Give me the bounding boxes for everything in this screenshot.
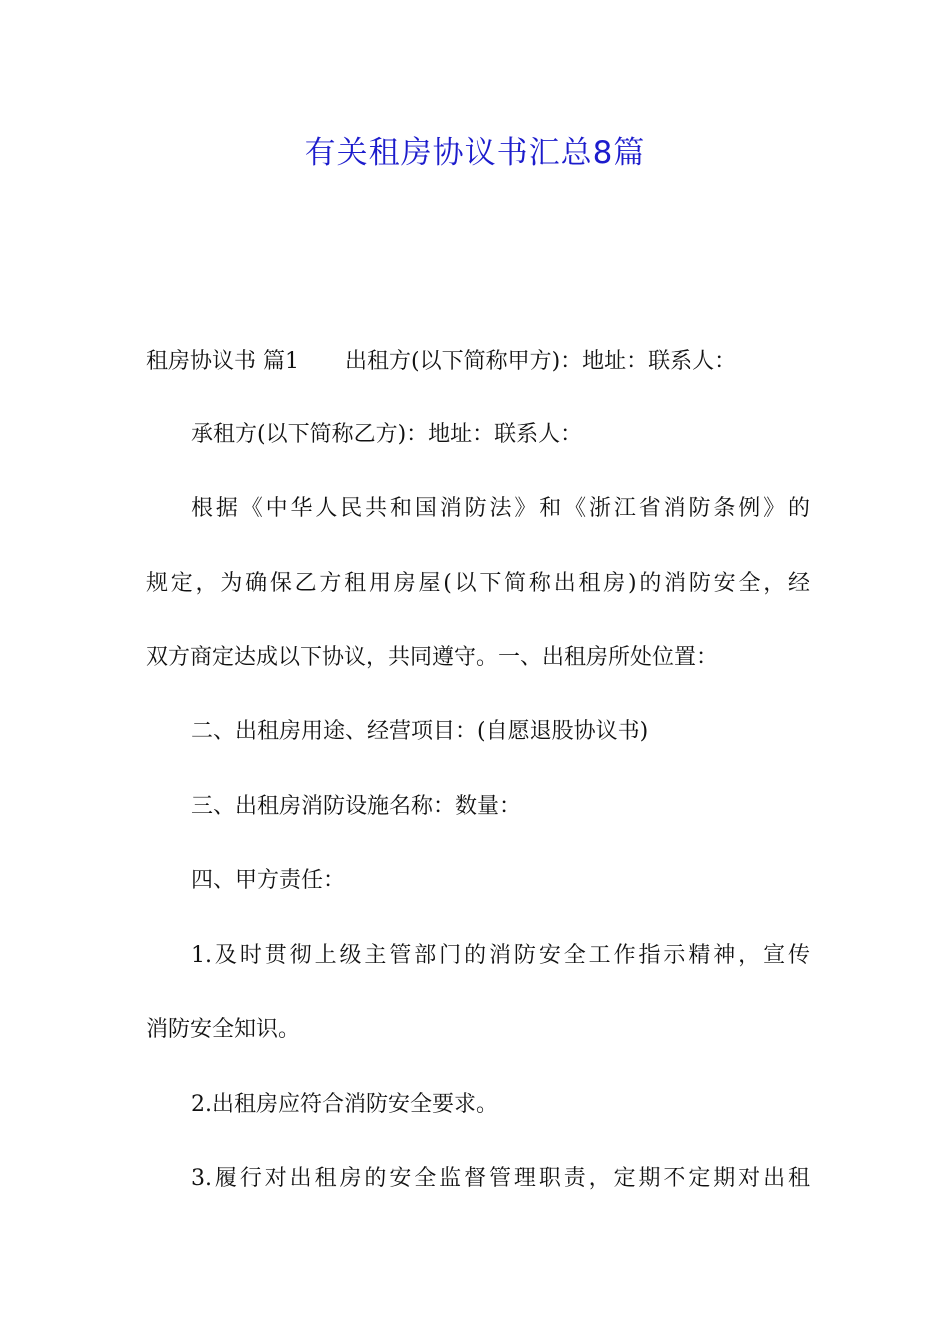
paragraph-line-8: 四、甲方责任：	[191, 868, 346, 893]
section-heading: 租房协议书 篇1	[146, 349, 299, 374]
paragraph-line-4: 规定，为确保乙方租用房屋(以下简称出租房)的消防安全，经	[146, 571, 810, 596]
paragraph-line-6: 二、出租房用途、经营项目：(自愿退股协议书)	[191, 719, 649, 744]
paragraph-line-2: 承租方(以下简称乙方)：地址：联系人：	[191, 422, 583, 447]
paragraph-line-3: 根据《中华人民共和国消防法》和《浙江省消防条例》的	[191, 496, 810, 521]
paragraph-line-11: 2.出租房应符合消防安全要求。	[191, 1092, 498, 1117]
lessor-info: 出租方(以下简称甲方)：地址：联系人：	[345, 349, 737, 374]
paragraph-line-7: 三、出租房消防设施名称：数量：	[191, 794, 522, 819]
paragraph-line-10: 消防安全知识。	[146, 1017, 301, 1042]
paragraph-line-5: 双方商定达成以下协议，共同遵守。一、出租房所处位置：	[146, 645, 719, 670]
document-title: 有关租房协议书汇总8篇	[304, 135, 646, 171]
paragraph-line-9: 1.及时贯彻上级主管部门的消防安全工作指示精神，宣传	[191, 943, 810, 968]
paragraph-line-1	[146, 346, 810, 378]
paragraph-line-12: 3.履行对出租房的安全监督管理职责，定期不定期对出租	[191, 1166, 810, 1191]
